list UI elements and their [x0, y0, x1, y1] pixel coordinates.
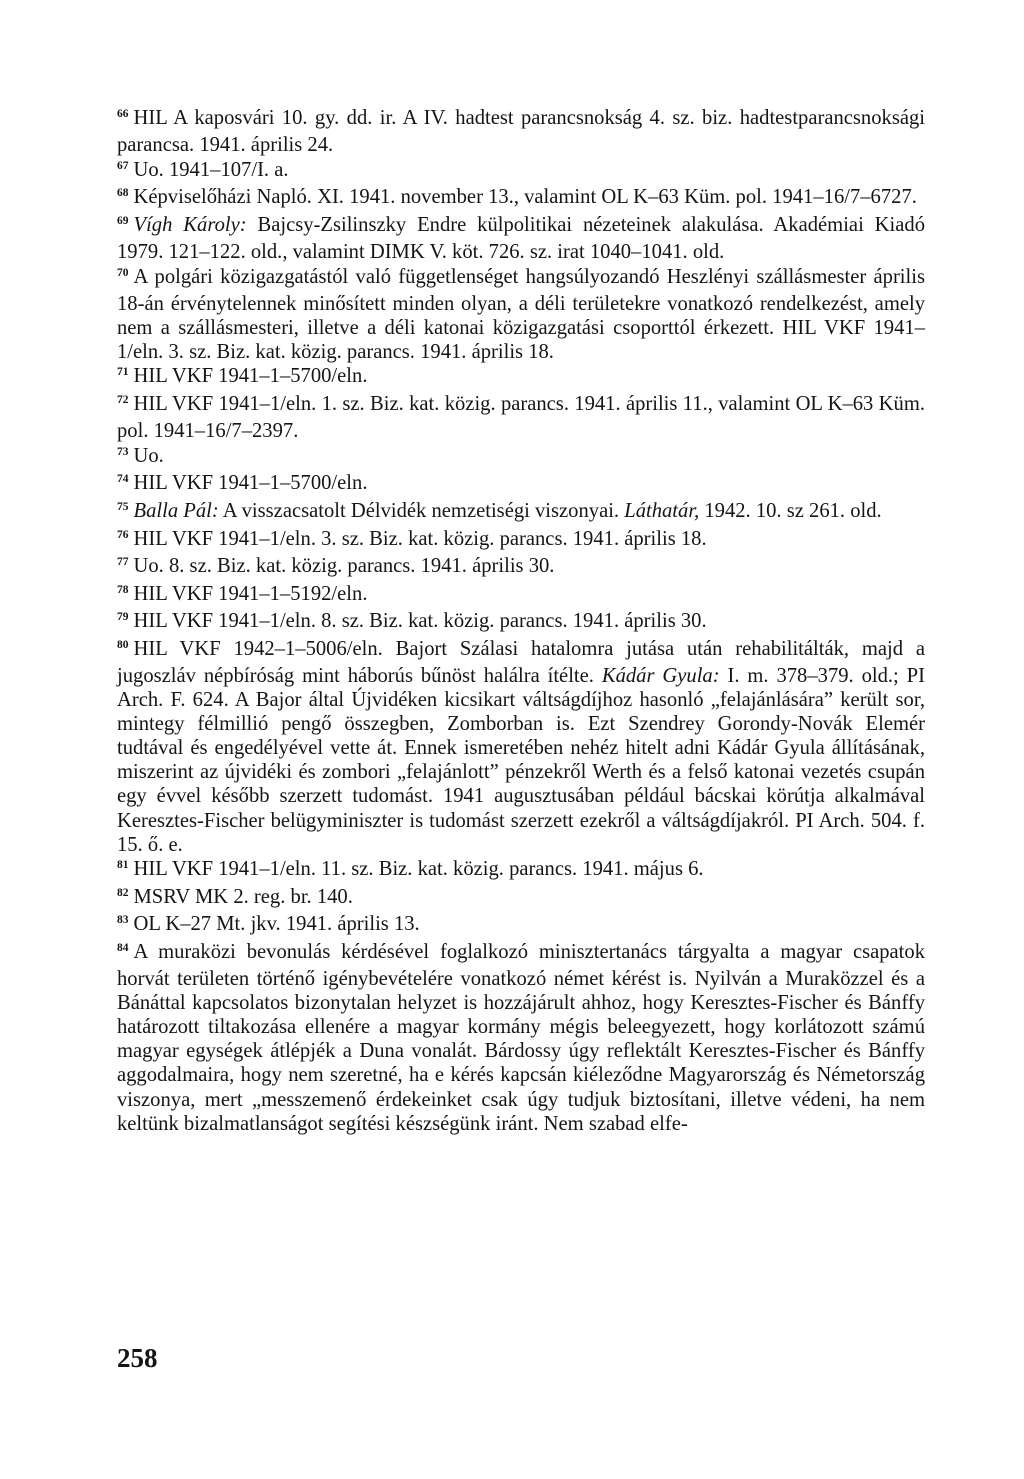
footnote	[117, 106, 925, 157]
footnote	[117, 554, 925, 581]
footnote-text: HIL VKF 1941–1/eln. 8. sz. Biz. kat. közig. parancs. 1941. április 30.	[133, 610, 707, 633]
footnote-text: A visszacsatolt Délvidék nemzetiségi viszonyai.	[218, 499, 625, 522]
footnote	[117, 609, 925, 636]
footnote	[117, 471, 925, 498]
footnote	[117, 499, 925, 526]
footnote-number: 69	[117, 214, 129, 227]
page-number: 258	[117, 1343, 158, 1373]
footnote-text: A muraközi bevonulás kérdésével foglalkozó minisztertanács tárgyalta a magyar csapatok horvát területen történő igénybevételére vonatkozó német kérést is. Nyilván a Muraközzel és a Bánáttal kapcsolatos bizonytalan helyzet is hozzájárult ahhoz, hogy Keresztes-Fischer és Bánffy határozott tiltakozása ellenére a magyar kormány mégis beleegyezett, hogy korlátozott számú magyar egységek átlépjék a Duna vonalát. Bárdossy úgy reflektált Keresztes-Fischer és Bánffy aggodalmaira, hogy nem szeretné, ha e kérés kapcsán kiéleződne Magyarország és Németország viszonya, mert „messzemenő érdekeinket csak úgy tudjuk biztosítani, illetve védeni, ha nem keltünk bizalmatlanságot segítési készségünk iránt. Nem szabad elfe-	[117, 941, 925, 1135]
footnote-text: HIL VKF 1941–1–5700/eln.	[133, 365, 368, 388]
footnote-italic-text: Láthatár,	[624, 499, 700, 522]
footnote-number: 67	[117, 159, 129, 172]
footnote	[117, 637, 925, 857]
footnote	[117, 582, 925, 609]
footnote-number: 78	[117, 583, 129, 596]
footnote	[117, 885, 925, 912]
footnote-text: HIL VKF 1941–1/eln. 3. sz. Biz. kat. közig. parancs. 1941. április 18.	[133, 527, 707, 550]
footnote	[117, 912, 925, 939]
footnote	[117, 444, 925, 471]
footnote	[117, 857, 925, 884]
footnote-number: 68	[117, 187, 129, 200]
footnote-number: 80	[117, 638, 129, 651]
footnote	[117, 265, 925, 364]
footnote-number: 74	[117, 473, 129, 486]
footnote-text: HIL VKF 1941–1–5192/eln.	[133, 582, 368, 605]
footnote-number: 82	[117, 886, 129, 899]
footnote-number: 77	[117, 556, 129, 569]
footnote-text: Képviselőházi Napló. XI. 1941. november 13., valamint OL K–63 Küm. pol. 1941–16/7–6727.	[133, 186, 917, 209]
footnote-number: 76	[117, 528, 129, 541]
footnote-italic-text: Balla Pál:	[133, 499, 219, 522]
footnote	[117, 364, 925, 391]
footnote-number: 72	[117, 394, 129, 407]
footnote-number: 83	[117, 914, 129, 927]
footnotes-block	[117, 106, 925, 1136]
footnote-number: 73	[117, 445, 129, 458]
footnote	[117, 213, 925, 264]
footnote-text: Bajcsy-Zsilinszky Endre külpolitikai nézeteinek alakulása. Akadémiai Kiadó 1979. 121–122. old., valamint DIMK V. köt. 726. sz. irat 1040–1041. old.	[117, 213, 926, 263]
footnote-text: HIL A kaposvári 10. gy. dd. ir. A IV. hadtest parancsnokság 4. sz. biz. hadtestparancsnoksági parancsa. 1941. április 24.	[117, 107, 925, 157]
footnote	[117, 185, 925, 212]
footnote	[117, 527, 925, 554]
footnote-number: 66	[117, 108, 129, 120]
footnote-text: Uo. 8. sz. Biz. kat. közig. parancs. 1941. április 30.	[133, 555, 555, 578]
footnote-number: 79	[117, 611, 129, 624]
footnote-number: 75	[117, 500, 129, 513]
footnote-text: A polgári közigazgatástól való függetlenséget hangsúlyozandó Heszlényi szállásmester április 18-án érvénytelennek minősített minden olyan, a déli területekre vonatkozó rendelkezést, amely nem a szállásmesteri, illetve a déli katonai közigazgatási csoporttól érkezett. HIL VKF 1941–1/eln. 3. sz. Biz. kat. közig. parancs. 1941. április 18.	[117, 265, 925, 363]
footnote-text: Uo. 1941–107/I. a.	[133, 158, 289, 181]
footnote-number: 71	[117, 366, 129, 379]
footnote-text: Uo.	[133, 444, 164, 467]
footnote-italic-text: Kádár Gyula:	[601, 664, 720, 687]
footnote-number: 70	[117, 266, 129, 279]
footnote-number: 84	[117, 942, 129, 954]
footnote-text: HIL VKF 1942–1–5006/eln. Bajort Szálasi hatalomra jutása után rehabilitálták, majd a jugoszláv népbíróság mint háborús bűnöst halálra ítélte.	[117, 637, 925, 687]
footnote-text: HIL VKF 1941–1/eln. 1. sz. Biz. kat. közig. parancs. 1941. április 11., valamint OL K–63 Küm. pol. 1941–16/7–2397.	[117, 393, 925, 443]
footnote-text: MSRV MK 2. reg. br. 140.	[133, 885, 353, 908]
footnote-text: HIL VKF 1941–1/eln. 11. sz. Biz. kat. közig. parancs. 1941. május 6.	[133, 858, 704, 881]
footnote-number: 81	[117, 859, 129, 872]
footnote-text: OL K–27 Mt. jkv. 1941. április 13.	[133, 913, 420, 936]
footnote	[117, 158, 925, 185]
footnote-text: 1942. 10. sz 261. old.	[699, 499, 882, 522]
footnote-text: HIL VKF 1941–1–5700/eln.	[133, 472, 368, 495]
footnote	[117, 940, 925, 1136]
footnote	[117, 392, 925, 443]
footnote-italic-text: Vígh Károly:	[133, 213, 247, 236]
footnote-text: I. m. 378–379. old.; PI Arch. F. 624. A Bajor által Újvidéken kicsikart váltságdíjhoz hasonló „felajánlására” került sor, mintegy félmillió pengő összegben, Zomborban is. Ezt Szendrey Gorondy-Novák Elemér tudtával és engedélyével vette át. Ennek ismeretében nehéz hitelt adni Kádár Gyula állításának, miszerint az újvidéki és zombori „felajánlott” pénzekről Werth és a felső katonai vezetés csupán egy évvel később szerzett tudomást. 1941 augusztusában például bácskai körútja alkalmával Keresztes-Fischer belügyminiszter is tudomást szerzett ezekről a váltságdíjakról. PI Arch. 504. f. 15. ő. e.	[117, 664, 925, 856]
